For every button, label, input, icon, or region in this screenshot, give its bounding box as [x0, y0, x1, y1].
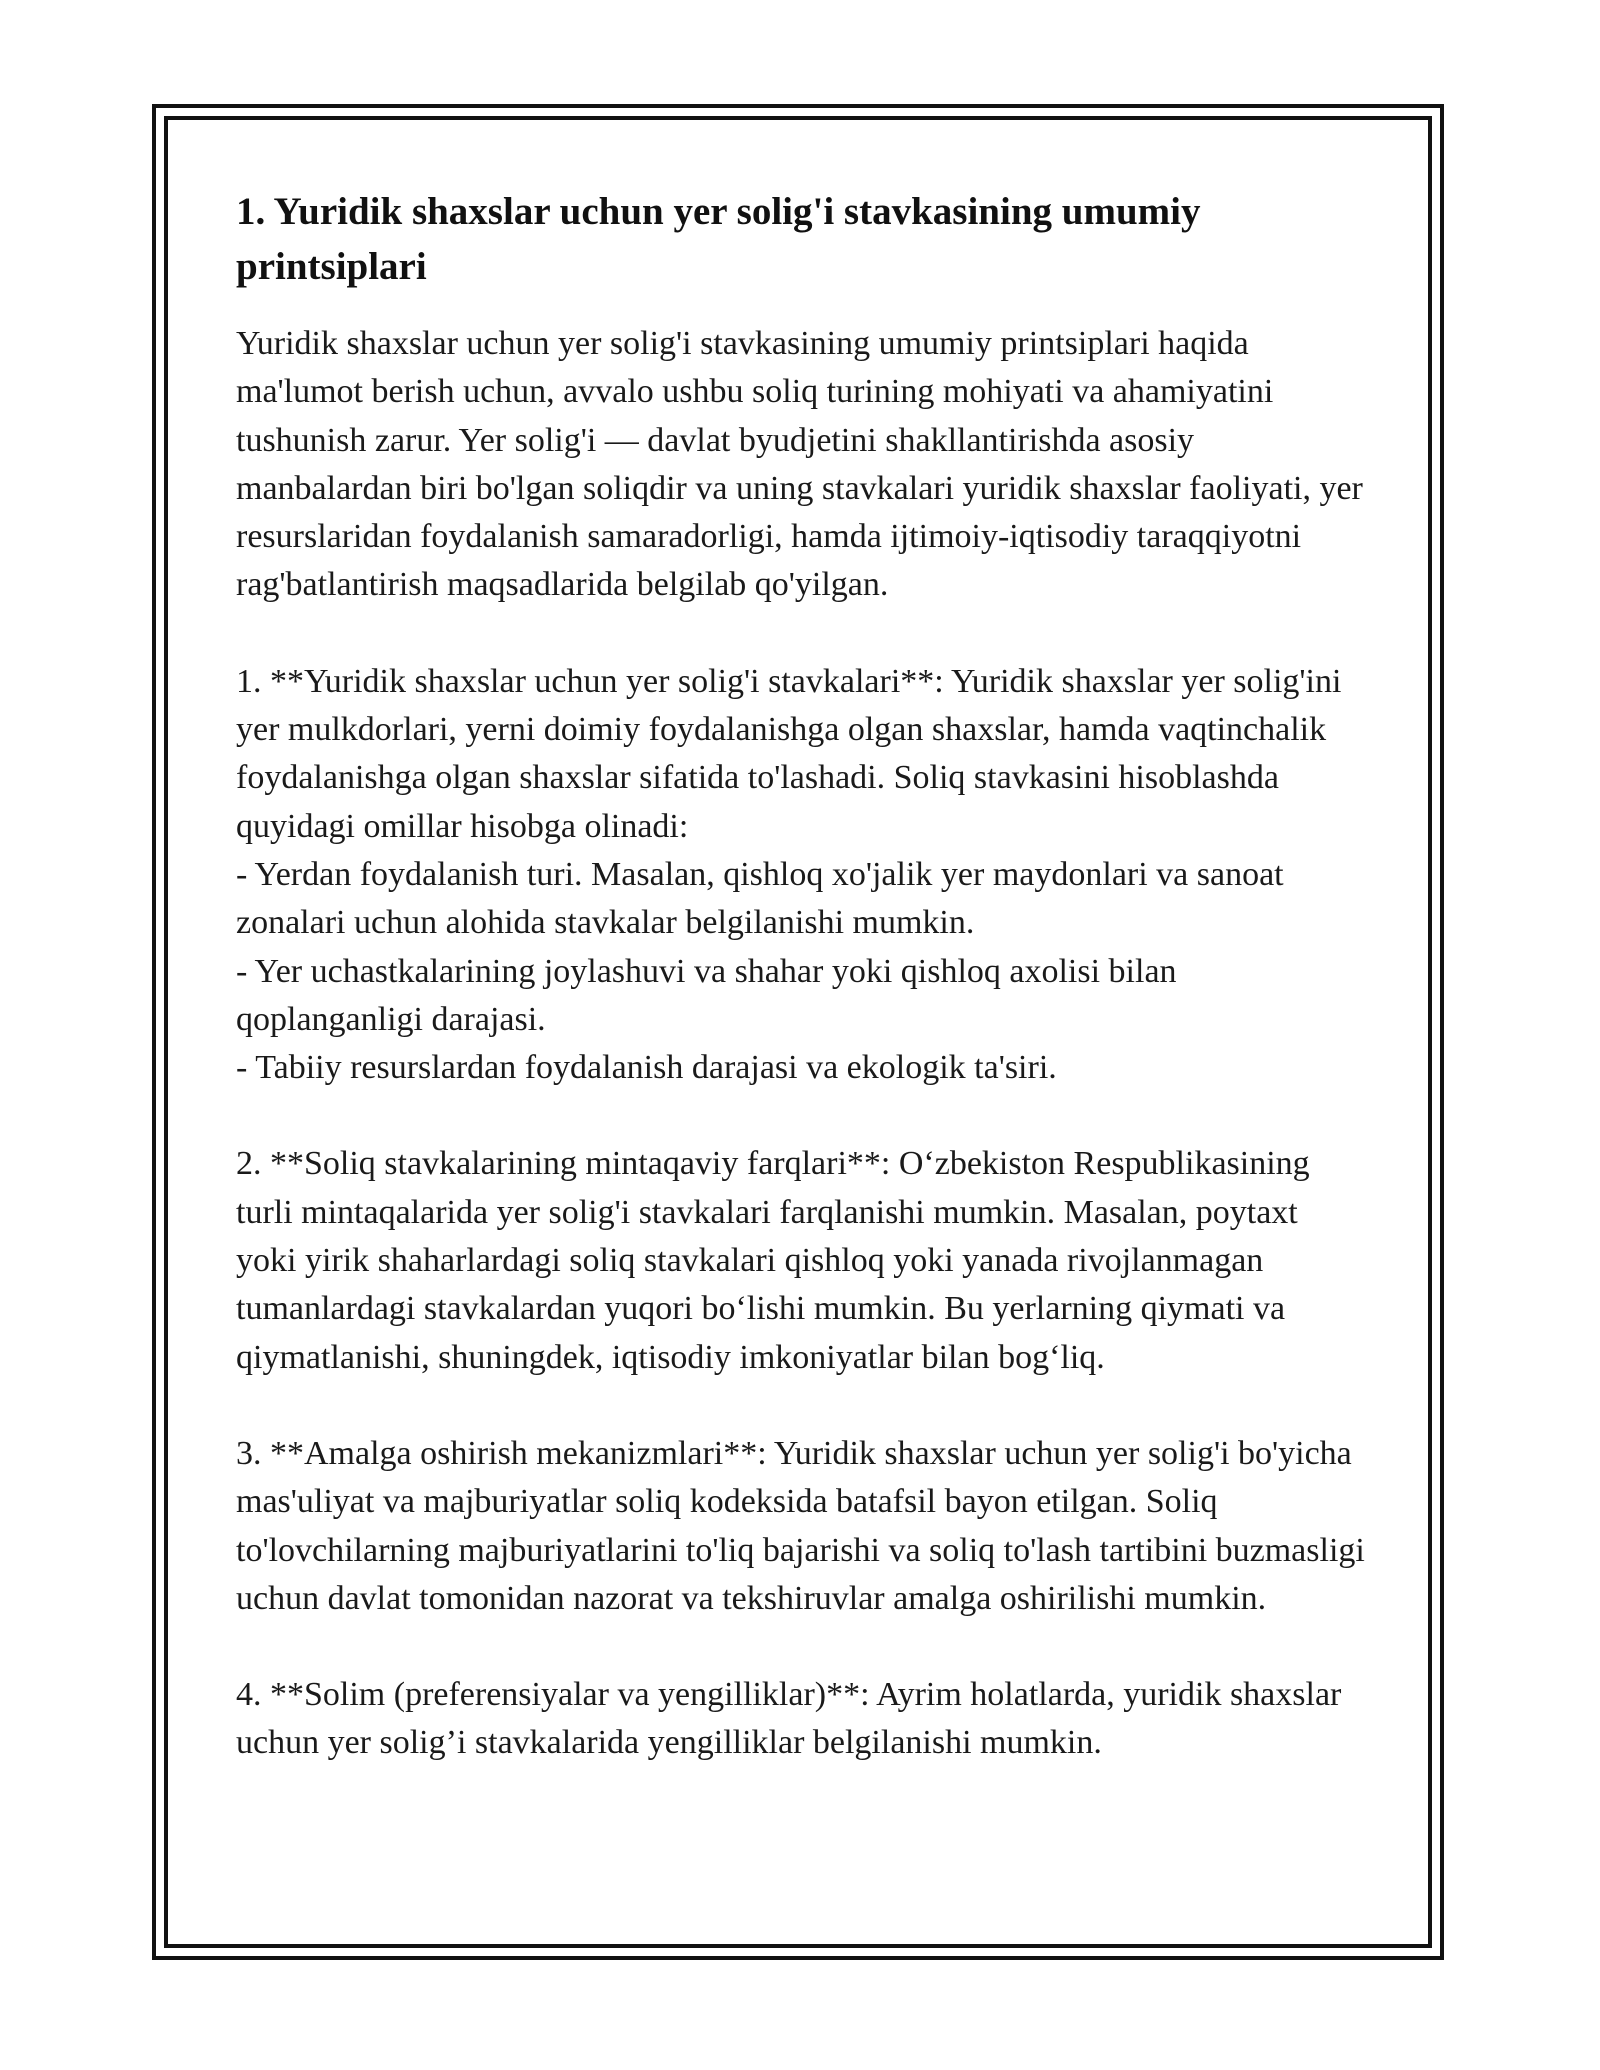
intro-paragraph: Yuridik shaxslar uchun yer solig'i stavkasining umumiy printsiplari haqida ma'lumot berish uchun, avvalo ushbu soliq turining mohiyati va ahamiyatini tushunish zarur. Yer solig'i — davlat byudjetini shakllantirishda asosiy manbalardan biri bo'lgan soliqdir va uning stavkalari yuridik shaxslar faoliyati, yer resurslaridan foydalanish samaradorligi, hamda ijtimoiy-iqtisodiy taraqqiyotni rag'batlantirish maqsadlarida belgilab qo'yilgan.	[236, 325, 1363, 604]
point-2-paragraph: 2. **Soliq stavkalarining mintaqaviy farqlari**: O‘zbekiston Respublikasining turli mintaqalarida yer solig'i stavkalari farqlanishi mumkin. Masalan, poytaxt yoki yirik shaharlardagi soliq stavkalari qishloq yoki yanada rivojlanmagan tumanlardagi stavkalardan yuqori bo‘lishi mumkin. Bu yerlarning qiymati va qiymatlanishi, shuningdek, iqtisodiy imkoniyatlar bilan bog‘liq.	[236, 1145, 1310, 1376]
point-4-paragraph: 4. **Solim (preferensiyalar va yengilliklar)**: Ayrim holatlarda, yuridik shaxslar uchun yer solig’i stavkalarida yengilliklar belgilanishi mumkin.	[236, 1676, 1342, 1762]
document-body	[236, 184, 1366, 1768]
point-3-paragraph: 3. **Amalga oshirish mekanizmlari**: Yuridik shaxslar uchun yer solig'i bo'yicha mas'uliyat va majburiyatlar soliq kodeksida batafsil bayon etilgan. Soliq to'lovchilarning majburiyatlarini to'liq bajarishi va soliq to'lash tartibini buzmasligi uchun davlat tomonidan nazorat va tekshiruvlar amalga oshirilishi mumkin.	[236, 1434, 1365, 1617]
section-heading: 1. Yuridik shaxslar uchun yer solig'i stavkasining umumiy printsiplari	[236, 190, 1201, 288]
point-1-paragraph: 1. **Yuridik shaxslar uchun yer solig'i stavkalari**: Yuridik shaxslar yer solig'ini yer mulkdorlari, yerni doimiy foydalanishga olgan shaxslar, hamda vaqtinchalik foydalanishga olgan shaxslar sifatida to'lashadi. Soliq stavkasini hisoblashda quyidagi omillar hisobga olinadi: - Yerdan foydalanish turi. Masalan, qishloq xo'jalik yer maydonlari va sanoat zonalari uchun alohida stavkalar belgilanishi mumkin. - Yer uchastkalarining joylashuvi va shahar yoki qishloq axolisi bilan qoplanganligi darajasi. - Tabiiy resurslardan foydalanish darajasi va ekologik ta'siri.	[236, 662, 1342, 1087]
